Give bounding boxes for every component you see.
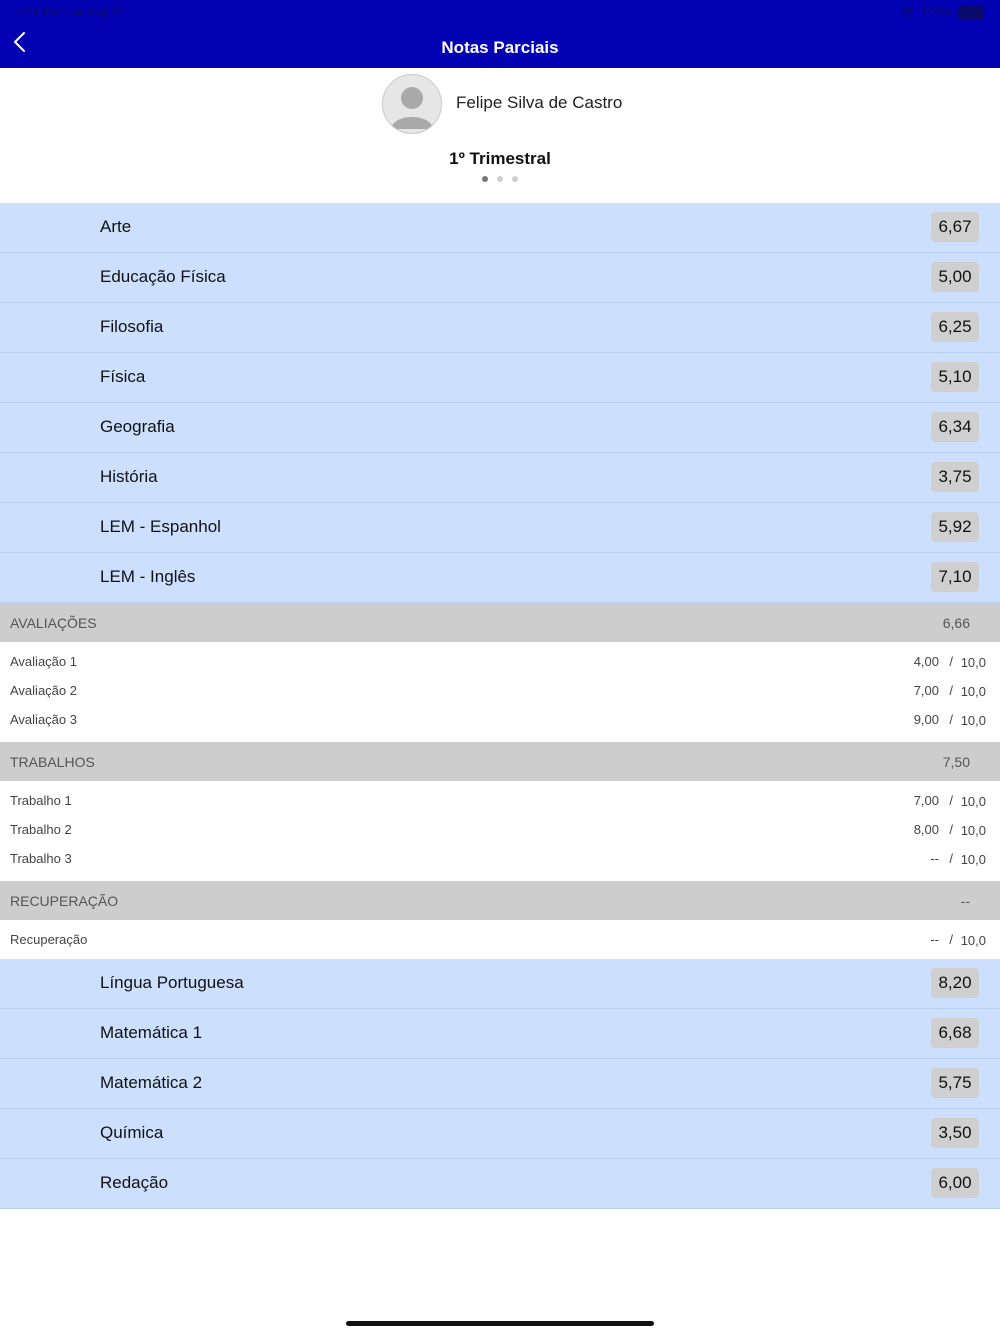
list-item	[0, 925, 1000, 954]
item-max: 10,0	[960, 684, 986, 699]
grade-badge: 3,75	[931, 462, 979, 492]
subject-name: LEM - Espanhol	[100, 517, 221, 536]
item-max: 10,0	[960, 655, 986, 670]
subject-name: Educação Física	[100, 267, 226, 286]
subject-name: Filosofia	[100, 317, 164, 336]
subject-name: Matemática 1	[100, 1023, 203, 1042]
item-separator: /	[949, 712, 953, 727]
battery-percentage: 100%	[921, 5, 952, 19]
item-name: Avaliação 2	[10, 683, 77, 698]
grade-badge: 6,68	[931, 1018, 979, 1048]
item-score: 8,00	[913, 822, 939, 837]
grade-badge: 7,10	[931, 562, 979, 592]
item-score: 4,00	[913, 654, 939, 669]
grade-badge: 6,00	[931, 1168, 979, 1198]
subject-row[interactable]	[0, 1009, 1000, 1059]
status-time: 5:09 PM Tue Aug 27	[16, 5, 125, 19]
grade-badge: 8,20	[931, 968, 979, 998]
section-average: --	[960, 893, 970, 909]
subject-row[interactable]	[0, 253, 1000, 303]
subject-row[interactable]	[0, 959, 1000, 1009]
item-score: 7,00	[913, 793, 939, 808]
item-max: 10,0	[960, 794, 986, 809]
item-separator: /	[949, 654, 953, 669]
list-item	[0, 647, 1000, 676]
user-placeholder-icon	[383, 75, 441, 133]
subject-name: Arte	[100, 217, 132, 236]
status-bar	[0, 0, 1000, 24]
section-average: 7,50	[942, 754, 970, 770]
item-name: Trabalho 2	[10, 822, 72, 837]
page-dot[interactable]	[512, 176, 518, 182]
subject-name: Redação	[100, 1173, 169, 1192]
grade-badge: 3,50	[931, 1118, 979, 1148]
subject-row[interactable]	[0, 403, 1000, 453]
page-title: Notas Parciais	[441, 38, 559, 57]
wifi-icon	[900, 7, 915, 18]
subject-row[interactable]	[0, 1059, 1000, 1109]
item-separator: /	[949, 793, 953, 808]
item-name: Avaliação 3	[10, 712, 77, 727]
subject-row[interactable]	[0, 1159, 1000, 1209]
item-score: --	[930, 932, 939, 947]
list-item	[0, 786, 1000, 815]
home-indicator[interactable]	[346, 1321, 654, 1326]
section-title: AVALIAÇÕES	[10, 615, 97, 631]
item-separator: /	[949, 822, 953, 837]
grades-list	[0, 203, 1000, 1209]
section-title: TRABALHOS	[10, 754, 95, 770]
navigation-bar	[0, 0, 1000, 68]
item-separator: /	[949, 932, 953, 947]
section-header-trabalhos	[0, 742, 1000, 781]
subject-name: Química	[100, 1123, 164, 1142]
section-title: RECUPERAÇÃO	[10, 893, 119, 909]
list-item	[0, 705, 1000, 734]
item-name: Trabalho 3	[10, 851, 72, 866]
grade-badge: 5,00	[931, 262, 979, 292]
item-max: 10,0	[960, 713, 986, 728]
grade-badge: 5,75	[931, 1068, 979, 1098]
spacer	[0, 873, 1000, 881]
page-indicator[interactable]	[0, 176, 1000, 182]
student-header	[0, 68, 1000, 204]
subject-row[interactable]	[0, 503, 1000, 553]
subject-row[interactable]	[0, 353, 1000, 403]
subject-name: Matemática 2	[100, 1073, 203, 1092]
grade-badge: 6,67	[931, 212, 979, 242]
period-title: 1º Trimestral	[449, 149, 551, 168]
subject-row[interactable]	[0, 1109, 1000, 1159]
section-header-avaliacoes	[0, 603, 1000, 642]
item-max: 10,0	[960, 823, 986, 838]
item-name: Avaliação 1	[10, 654, 77, 669]
list-item	[0, 844, 1000, 873]
subject-name: LEM - Inglês	[100, 567, 196, 586]
section-header-recuperacao	[0, 881, 1000, 920]
list-item	[0, 815, 1000, 844]
item-name: Trabalho 1	[10, 793, 72, 808]
grade-badge: 6,34	[931, 412, 979, 442]
item-separator: /	[949, 851, 953, 866]
subject-row[interactable]	[0, 553, 1000, 603]
avatar	[382, 74, 442, 134]
subject-name: Física	[100, 367, 146, 386]
section-average: 6,66	[942, 615, 970, 631]
spacer	[0, 734, 1000, 742]
grade-badge: 6,25	[931, 312, 979, 342]
item-score: 9,00	[913, 712, 939, 727]
status-indicators	[900, 5, 986, 19]
subject-name: História	[100, 467, 158, 486]
item-max: 10,0	[960, 852, 986, 867]
grade-badge: 5,92	[931, 512, 979, 542]
list-item	[0, 676, 1000, 705]
item-score: --	[930, 851, 939, 866]
page-dot[interactable]	[482, 176, 488, 182]
student-name: Felipe Silva de Castro	[456, 93, 623, 112]
item-max: 10,0	[960, 933, 986, 948]
subject-name: Língua Portuguesa	[100, 973, 244, 992]
page-dot[interactable]	[497, 176, 503, 182]
subject-row[interactable]	[0, 453, 1000, 503]
item-score: 7,00	[913, 683, 939, 698]
grade-badge: 5,10	[931, 362, 979, 392]
item-name: Recuperação	[10, 932, 88, 947]
battery-icon	[958, 6, 986, 19]
subject-row[interactable]	[0, 303, 1000, 353]
subject-row[interactable]	[0, 203, 1000, 253]
item-separator: /	[949, 683, 953, 698]
subject-name: Geografia	[100, 417, 175, 436]
